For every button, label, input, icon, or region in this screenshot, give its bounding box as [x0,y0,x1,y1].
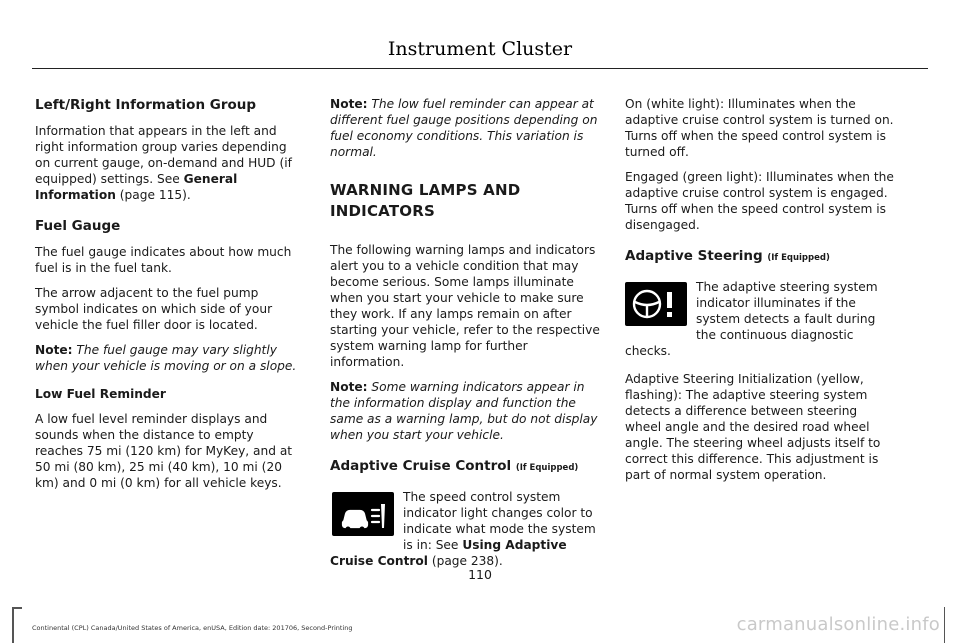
column-middle [330,96,600,578]
heading-adaptive-cruise [330,457,600,477]
as-block [625,279,895,359]
column-right [625,96,895,492]
if-equipped-label: (If Equipped) [767,253,830,263]
note-text: The fuel gauge may vary slightly when your vehicle is moving or on a slope. [35,343,297,373]
adaptive-cruise-car-icon [332,492,394,536]
watermark: carmanualsonline.info [736,614,940,635]
footer-edition: Continental (CPL) Canada/United States of America, enUSA, Edition date: 201706, Second-Printing [32,624,353,632]
note-label: Note: [330,97,368,111]
heading-text: Adaptive Steering [625,248,763,264]
note-text: Some warning indicators appear in the information display and function the same as a warning lamp, but do not display when you start your vehicle. [330,380,598,442]
paragraph-low-fuel: A low fuel level reminder displays and sounds when the distance to empty reaches 75 mi (120 km) for MyKey, and at 50 mi (80 km), 25 mi (40 km), 10 mi (20 km) and 0 mi (0 km) for all vehicle keys. [35,412,293,490]
section-title-warning-lamps: WARNING LAMPS AND INDICATORS [330,181,521,220]
page-header-title: Instrument Cluster [387,38,573,60]
paragraph-white-light: On (white light): Illuminates when the adaptive cruise control system is turned on. Turns off when the speed control system is turned off. [625,97,894,159]
note-low-fuel-variation [330,96,600,160]
acc-block [330,489,600,569]
paragraph-adaptive-steering: The adaptive steering system indicator illuminates if the system detects a fault during the continuous diagnostic checks. [625,280,878,358]
crop-mark-left [12,607,14,643]
paragraph-text: Information that appears in the left and right information group varies depending on current gauge, on-demand and HUD (if equipped) settings. See [35,124,292,186]
if-equipped-label: (If Equipped) [515,463,579,473]
paragraph-fuel-arrow: The arrow adjacent to the fuel pump symbol indicates on which side of your vehicle the fuel filler door is located. [35,286,273,332]
note-label: Note: [330,380,368,394]
heading-fuel-gauge: Fuel Gauge [35,218,121,234]
paragraph-fuel-gauge: The fuel gauge indicates about how much fuel is in the fuel tank. [35,245,292,275]
paragraph-green-light: Engaged (green light): Illuminates when the adaptive cruise control system is engaged. Turns off when the speed control system is disengaged. [625,170,894,232]
page-number: 110 [468,567,492,582]
heading-text: Adaptive Cruise Control [330,458,512,474]
crop-mark-left-h [12,607,22,609]
link-using-adaptive-cruise[interactable]: Using Adaptive Cruise Control [330,538,567,568]
paragraph-info-group [35,123,305,203]
page-ref: (page 238). [427,554,503,568]
heading-adaptive-steering [625,247,895,267]
heading-low-fuel-reminder: Low Fuel Reminder [35,387,166,401]
note-label: Note: [35,343,73,357]
note-fuel-gauge [35,342,305,374]
paragraph-steering-initialization: Adaptive Steering Initialization (yellow, flashing): The adaptive steering system detects a difference between steering wheel angle and the desired road wheel angle. The steering wheel adjusts itself to correct this difference. This adjustment is part of normal system operation. [625,372,881,482]
crop-mark-right [944,607,946,643]
header-rule [32,68,928,69]
column-left [35,96,305,500]
paragraph-warning-lamps: The following warning lamps and indicators alert you to a vehicle condition that may become serious. Some lamps illuminate when you start your vehicle to make sure they work. If any lamps remain on after starting your vehicle, refer to the respective system warning lamp for further information. [330,243,600,369]
steering-wheel-warning-icon [625,282,687,326]
heading-left-right-info: Left/Right Information Group [35,97,257,113]
acc-text: The speed control system indicator light changes color to indicate what mode the system is in: See [403,490,596,552]
page-ref: (page 115). [115,188,191,202]
link-general-information[interactable]: General Information [35,172,238,202]
note-text: The low fuel reminder can appear at different fuel gauge positions depending on fuel economy conditions. This variation is normal. [330,97,598,159]
note-warning-indicators [330,379,600,443]
